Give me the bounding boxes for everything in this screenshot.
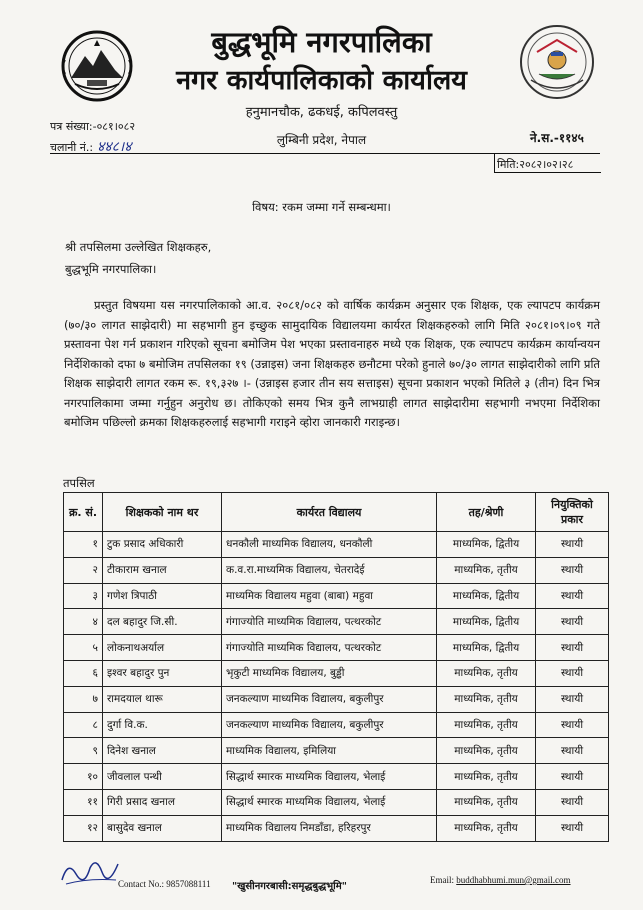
tapsil-label: तपसिल <box>63 476 95 490</box>
table-row <box>64 686 609 712</box>
table-row <box>64 815 609 841</box>
cell-appointment: स्थायी <box>536 686 609 712</box>
cell-level: माध्यमिक, द्वितीय <box>437 609 536 635</box>
cell-teacher-name: गणेश त्रिपाठी <box>103 583 222 609</box>
table-header-row <box>64 493 609 532</box>
letter-subject: विषय: रकम जम्मा गर्ने सम्बन्धमा। <box>252 200 391 214</box>
cell-sn: १० <box>64 764 103 790</box>
addressee-line-1: श्री तपसिलमा उल्लेखित शिक्षकहरु, <box>65 240 212 254</box>
column-header-appointment: नियुक्तिको प्रकार <box>536 493 609 532</box>
table-row <box>64 532 609 558</box>
column-header-name: शिक्षकको नाम थर <box>103 493 222 532</box>
cell-teacher-name: दल बहादुर जि.सी. <box>103 609 222 635</box>
table-row <box>64 712 609 738</box>
table-row <box>64 609 609 635</box>
table-row <box>64 557 609 583</box>
cell-level: माध्यमिक, तृतीय <box>437 738 536 764</box>
cell-sn: ५ <box>64 635 103 661</box>
cell-teacher-name: टीकाराम खनाल <box>103 557 222 583</box>
column-header-level: तह/श्रेणी <box>437 493 536 532</box>
cell-teacher-name: इश्वर बहादुर पुन <box>103 660 222 686</box>
cell-level: माध्यमिक, तृतीय <box>437 686 536 712</box>
column-header-school: कार्यरत विद्यालय <box>222 493 437 532</box>
cell-sn: ११ <box>64 789 103 815</box>
cell-sn: १ <box>64 532 103 558</box>
cell-school: धनकौली माध्यमिक विद्यालय, धनकौली <box>222 532 437 558</box>
cell-level: माध्यमिक, तृतीय <box>437 815 536 841</box>
cell-level: माध्यमिक, द्वितीय <box>437 635 536 661</box>
cell-school: सिद्धार्थ स्मारक माध्यमिक विद्यालय, भेलाई <box>222 789 437 815</box>
letter-body: प्रस्तुत विषयमा यस नगरपालिकाको आ.व. २०८१/०८२ को वार्षिक कार्यक्रम अनुसार एक शिक्षक, एक ल्यापटप कार्यक्रम (७०/३० लागत साझेदारी) मा सहभागी हुन इच्छुक सामुदायिक विद्यालयमा कार्यरत शिक्षकहरुको लागि मिति २०८१।०९।०९ गते प्रस्तावना पेश गर्न प्रकाशन गरिएको सूचना बमोजिम पेश भएका प्रस्तावनाहरु मध्ये एक शिक्षक, एक ल्यापटप कार्यक्रम कार्यान्वयन निर्देशिकाको दफा ७ बमोजिम तपसिलका १९ (उन्नाइस) जना शिक्षकहरु छनौटमा परेको हुनाले ७०/३० लागत साझेदारीको लागि प्रति शिक्षक साझेदारी लागत रकम रू. १९,३२७ ।- (उन्नाइस हजार तीन सय सत्ताइस) सूचना प्रकाशन भएको मितिले ३ (तीन) दिन भित्र नगरपालिकामा जम्मा गर्नुहुन अनुरोध छ। तोकिएको समय भित्र कुनै लाभग्राही लागत साझेदारीमा सहभागी नभएमा निर्देशिका बमोजिम पछिल्लो क्रमका शिक्षकहरुलाई सहभागी गराइने व्होरा जानकारी गराइन्छ। <box>64 298 600 429</box>
cell-level: माध्यमिक, तृतीय <box>437 660 536 686</box>
cell-teacher-name: गिरी प्रसाद खनाल <box>103 789 222 815</box>
contact-number: Contact No.: 9857088111 <box>118 879 211 889</box>
cell-school: सिद्धार्थ स्मारक माध्यमिक विद्यालय, भेलाई <box>222 764 437 790</box>
cell-appointment: स्थायी <box>536 583 609 609</box>
cell-sn: २ <box>64 557 103 583</box>
table-row <box>64 738 609 764</box>
table-row <box>64 660 609 686</box>
cell-teacher-name: जीवलाल पन्थी <box>103 764 222 790</box>
cell-school: माध्यमिक विद्यालय निमडाँडा, हरिहरपुर <box>222 815 437 841</box>
cell-appointment: स्थायी <box>536 660 609 686</box>
table-row <box>64 764 609 790</box>
cell-appointment: स्थायी <box>536 532 609 558</box>
cell-level: माध्यमिक, द्वितीय <box>437 583 536 609</box>
cell-appointment: स्थायी <box>536 738 609 764</box>
address-line-2: लुम्बिनी प्रदेश, नेपाल <box>276 133 367 147</box>
cell-appointment: स्थायी <box>536 815 609 841</box>
cell-sn: १२ <box>64 815 103 841</box>
cell-teacher-name: दिनेश खनाल <box>103 738 222 764</box>
letter-date: मिति:२०८२।०२।२८ <box>497 158 574 171</box>
cell-teacher-name: बासुदेव खनाल <box>103 815 222 841</box>
chalani-label: चलानी नं.: <box>50 141 94 154</box>
column-header-sn: क्र. सं. <box>64 493 103 532</box>
cell-teacher-name: दुर्गा वि.क. <box>103 712 222 738</box>
cell-school: जनकल्याण माध्यमिक विद्यालय, बकुलीपुर <box>222 712 437 738</box>
cell-school: जनकल्याण माध्यमिक विद्यालय, बकुलीपुर <box>222 686 437 712</box>
cell-school: गंगाज्योति माध्यमिक विद्यालय, पत्थरकोट <box>222 635 437 661</box>
cell-level: माध्यमिक, तृतीय <box>437 712 536 738</box>
cell-school: क.व.रा.माध्यमिक विद्यालय, चेतरादेई <box>222 557 437 583</box>
footer-slogan: "खुसीनगरबासी:समृद्धबुद्धभूमि" <box>232 881 347 892</box>
chalani-handwritten-value: ४४८।४ <box>97 139 132 155</box>
teacher-table <box>63 492 609 842</box>
cell-school: माध्यमिक विद्यालय महुवा (बाबा) महुवा <box>222 583 437 609</box>
cell-appointment: स्थायी <box>536 557 609 583</box>
addressee-line-2: बुद्धभूमि नगरपालिका। <box>65 262 157 276</box>
cell-sn: ९ <box>64 738 103 764</box>
office-name: नगर कार्यपालिकाको कार्यालय <box>176 65 467 96</box>
cell-sn: ४ <box>64 609 103 635</box>
address-line-1: हनुमानचौक, ढकधई, कपिलवस्तु <box>245 105 398 120</box>
cell-appointment: स्थायी <box>536 789 609 815</box>
cell-school: भृकुटी माध्यमिक विद्यालय, बुड्ढी <box>222 660 437 686</box>
cell-level: माध्यमिक, द्वितीय <box>437 532 536 558</box>
patra-sankhya: पत्र संख्या:-०८१।०८२ <box>50 120 136 133</box>
table-row <box>64 583 609 609</box>
table-row <box>64 789 609 815</box>
cell-teacher-name: लोकनाथअर्याल <box>103 635 222 661</box>
cell-level: माध्यमिक, तृतीय <box>437 557 536 583</box>
cell-school: गंगाज्योति माध्यमिक विद्यालय, पत्थरकोट <box>222 609 437 635</box>
cell-sn: ३ <box>64 583 103 609</box>
cell-appointment: स्थायी <box>536 764 609 790</box>
table-row <box>64 635 609 661</box>
cell-teacher-name: टुक प्रसाद अधिकारी <box>103 532 222 558</box>
cell-sn: ७ <box>64 686 103 712</box>
cell-appointment: स्थायी <box>536 712 609 738</box>
cell-sn: ८ <box>64 712 103 738</box>
cell-school: माध्यमिक विद्यालय, इमिलिया <box>222 738 437 764</box>
nepal-sambat-date: ने.स.-११४५ <box>530 131 584 145</box>
cell-appointment: स्थायी <box>536 635 609 661</box>
cell-sn: ६ <box>64 660 103 686</box>
municipality-name: बुद्धभूमि नगरपालिका <box>211 25 432 59</box>
cell-appointment: स्थायी <box>536 609 609 635</box>
cell-level: माध्यमिक, तृतीय <box>437 789 536 815</box>
footer-email <box>430 875 571 885</box>
email-label: Email: <box>430 875 454 885</box>
cell-teacher-name: रामदयाल थारू <box>103 686 222 712</box>
email-link[interactable]: buddhabhumi.mun@gmail.com <box>456 875 571 885</box>
cell-level: माध्यमिक, तृतीय <box>437 764 536 790</box>
